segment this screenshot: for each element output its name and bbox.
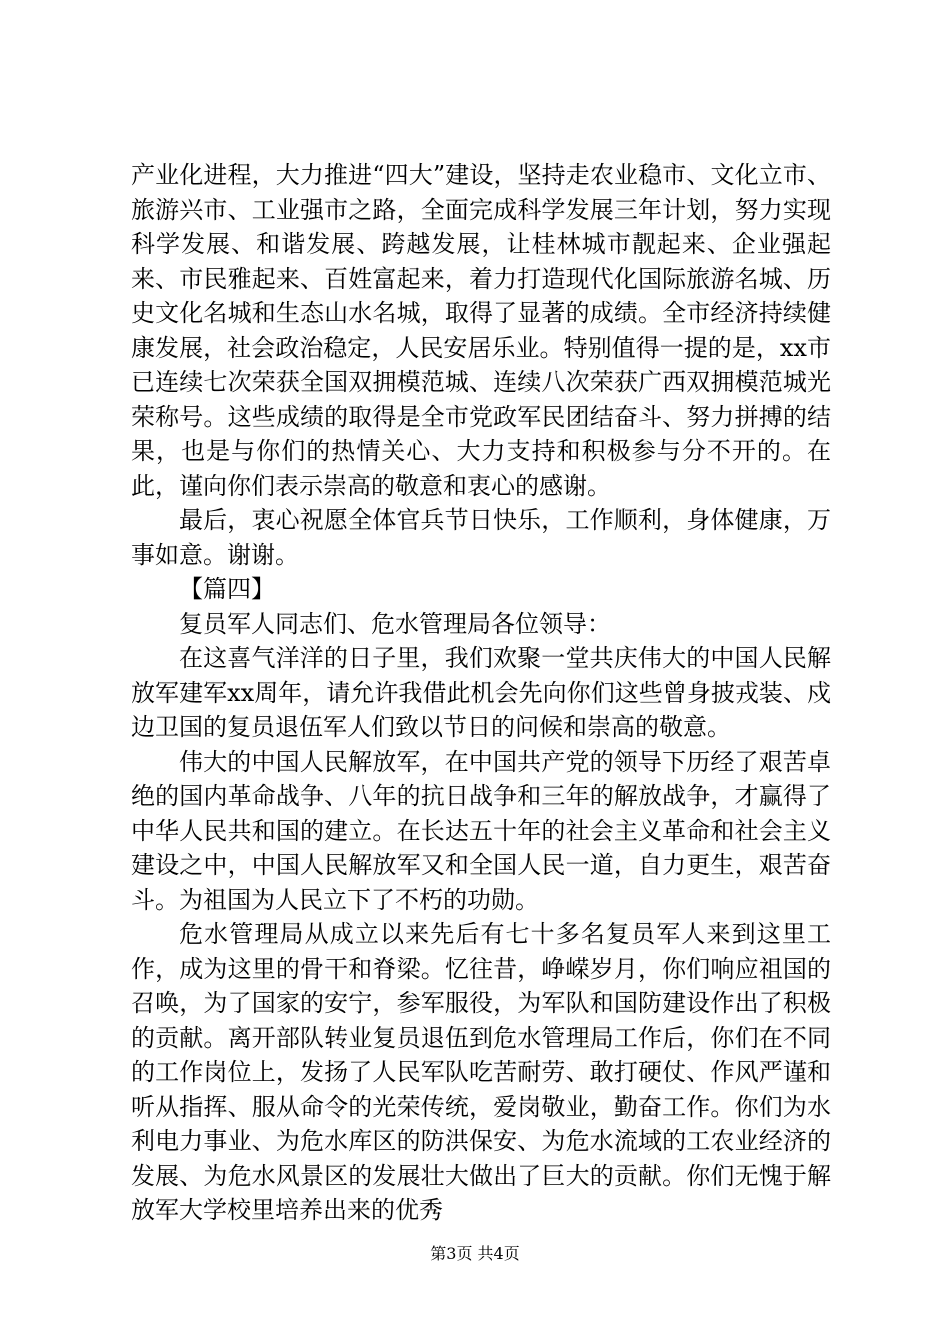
paragraph-7: 危水管理局从成立以来先后有七十多名复员军人来到这里工作，成为这里的骨干和脊梁。忆往昔，峥嵘岁月，你们响应祖国的召唤，为了国家的安宁，参军服役，为军队和国防建设作出了积极的贡献。离开部队转业复员退伍到危水管理局工作后，你们在不同的工作岗位上，发扬了人民军队吃苦耐劳、敢打硬仗、作风严谨和听从指挥、服从命令的光荣传统，爱岗敬业，勤奋工作。你们为水利电力事业、为危水库区的防洪保安、为危水流域的工农业经济的发展、为危水风景区的发展壮大做出了巨大的贡献。你们无愧于解放军大学校里培养出来的优秀 [131, 920, 831, 1224]
paragraph-2: 最后，衷心祝愿全体官兵节日快乐，工作顺利，身体健康，万事如意。谢谢。 [131, 506, 831, 569]
paragraph-5: 在这喜气洋洋的日子里，我们欢聚一堂共庆伟大的中国人民解放军建军xx周年，请允许我借此机会先向你们这些曾身披戎装、戍边卫国的复员退伍军人们致以节日的问候和崇高的敬意。 [131, 644, 831, 741]
document-body [131, 158, 831, 1228]
page-number: 第3页 共4页 [430, 1244, 520, 1263]
section-heading: 【篇四】 [179, 575, 275, 603]
salutation: 复员军人同志们、危水管理局各位领导： [179, 609, 611, 638]
paragraph-1: 产业化进程，大力推进“四大”建设，坚持走农业稳市、文化立市、旅游兴市、工业强市之路，全面完成科学发展三年计划，努力实现科学发展、和谐发展、跨越发展，让桂林城市靓起来、企业强起来、市民雅起来、百姓富起来，着力打造现代化国际旅游名城、历史文化名城和生态山水名城，取得了显著的成绩。全市经济持续健康发展，社会政治稳定，人民安居乐业。特别值得一提的是，xx市已连续七次荣获全国双拥模范城、连续八次荣获广西双拥模范城光荣称号。这些成绩的取得是全市党政军民团结奋斗、努力拼搏的结果，也是与你们的热情关心、大力支持和积极参与分不开的。在此，谨向你们表示崇高的敬意和衷心的感谢。 [131, 161, 831, 500]
paragraph-6: 伟大的中国人民解放军，在中国共产党的领导下历经了艰苦卓绝的国内革命战争、八年的抗日战争和三年的解放战争，才赢得了中华人民共和国的建立。在长达五十年的社会主义革命和社会主义建设之中，中国人民解放军又和全国人民一道，自力更生，艰苦奋斗。为祖国为人民立下了不朽的功勋。 [131, 747, 831, 914]
